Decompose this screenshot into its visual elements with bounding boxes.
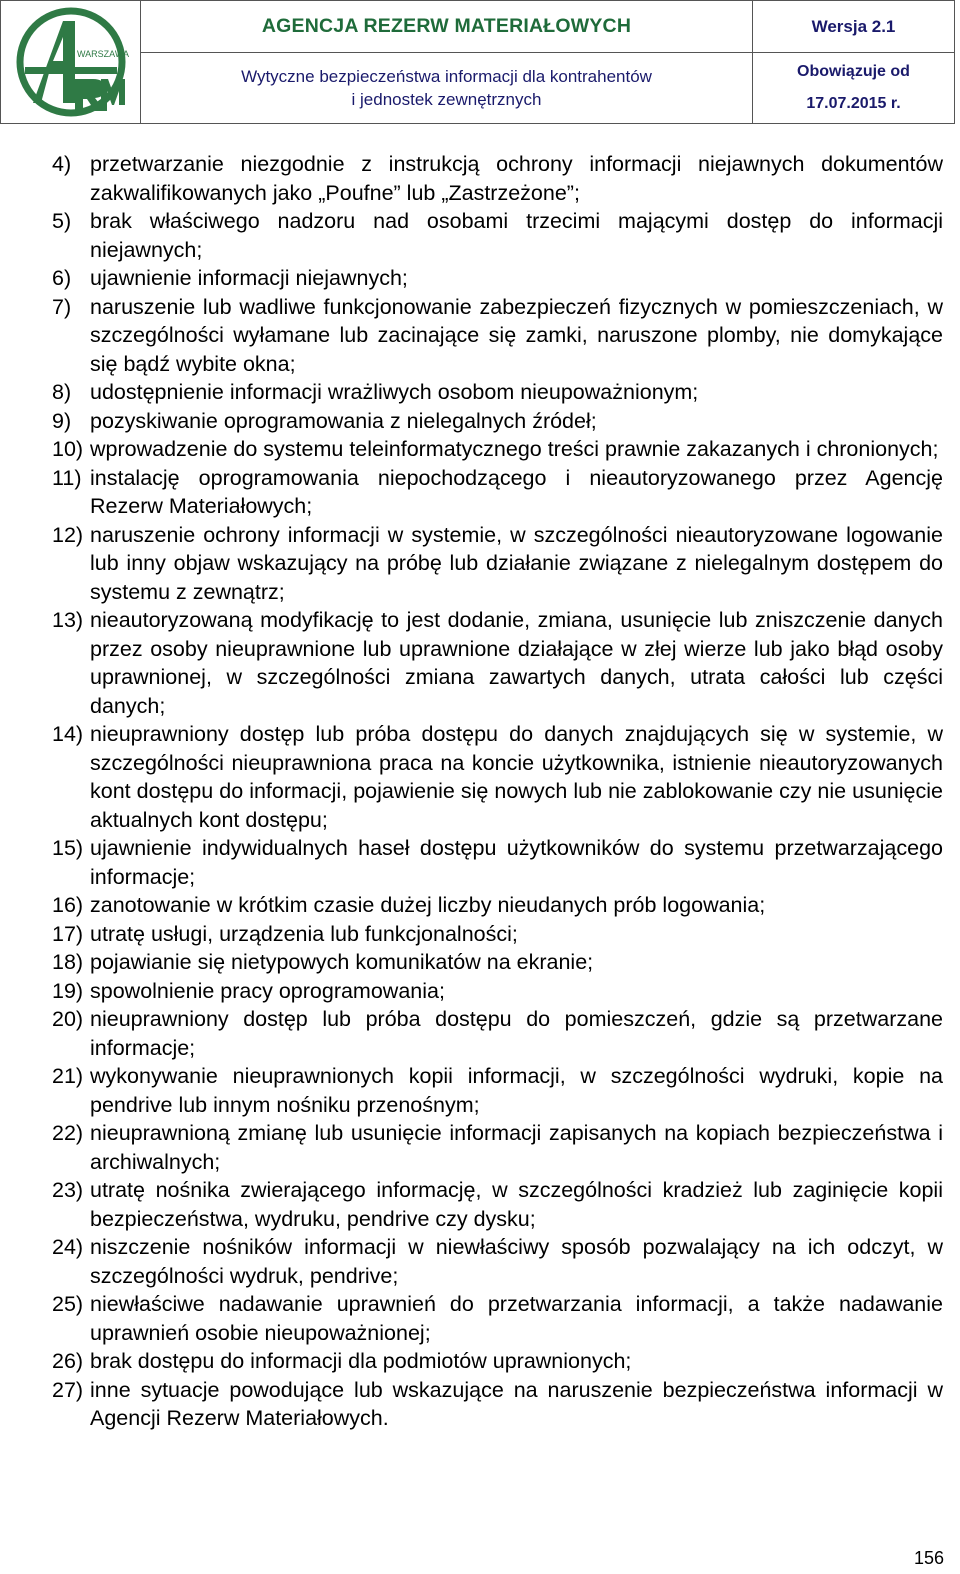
document-title-line1: Wytyczne bezpieczeństwa informacji dla kontrahentów [241, 67, 652, 86]
list-item [52, 293, 943, 379]
item-number: 12) [52, 522, 84, 547]
item-text: zanotowanie w krótkim czasie dużej liczby nieudanych prób logowania; [90, 893, 766, 917]
list-item [52, 378, 943, 407]
list-item [52, 920, 943, 949]
item-text: utratę usługi, urządzenia lub funkcjonalności; [90, 921, 518, 946]
item-text: utratę nośnika zwierającego informację, w szczególności kradzież lub zaginięcie kopii bezpieczeństwa, wydruku, pendrive czy dysku; [90, 1178, 943, 1231]
list-item [52, 1119, 943, 1176]
list-item [52, 435, 943, 464]
item-text: instalację oprogramowania niepochodzącego i nieautoryzowanego przez Agencję Rezerw Materiałowych; [90, 465, 943, 518]
item-text: nieuprawniony dostęp lub próba dostępu do danych znajdujących się w systemie, w szczególności nieuprawniona praca na koncie użytkownika, istnienie nieautoryzowanych kont dostępu do informacji, pojawienie się nowych lub nie zablokowanie czy nie usunięcie aktualnych kont dostępu; [90, 722, 943, 832]
item-number: 19) [52, 978, 84, 1003]
document-title-cell [141, 53, 753, 123]
item-number: 10) [52, 437, 84, 461]
item-text: wprowadzenie do systemu teleinformatycznego treści prawnie zakazanych i chronionych; [90, 437, 939, 461]
arm-logo [13, 7, 129, 117]
item-number: 13) [52, 608, 84, 632]
logo-city-text: WARSZAWA [77, 49, 129, 59]
item-number: 6) [52, 266, 72, 290]
item-number: 15) [52, 836, 84, 860]
page-number: 156 [913, 1548, 944, 1568]
item-text: spowolnienie pracy oprogramowania; [90, 978, 445, 1003]
version-label: Wersja 2.1 [811, 16, 896, 36]
item-text: naruszenie lub wadliwe funkcjonowanie zabezpieczeń fizycznych w pomieszczeniach, w szczególności wyłamane lub zacinające się zamki, naruszone plomby, nie domykające się bądź wybite okna; [90, 294, 943, 376]
item-number: 26) [52, 1349, 84, 1373]
item-number: 7) [52, 294, 72, 319]
item-number: 22) [52, 1121, 84, 1145]
list-item [52, 521, 943, 607]
item-number: 17) [52, 921, 84, 946]
item-number: 5) [52, 209, 72, 233]
item-text: ujawnienie indywidualnych haseł dostępu użytkowników do systemu przetwarzającego informacje; [90, 836, 943, 889]
logo-cell [1, 1, 141, 123]
item-text: udostępnienie informacji wrażliwych osobom nieupoważnionym; [90, 380, 699, 404]
organization-cell [141, 1, 753, 53]
item-text: wykonywanie nieuprawnionych kopii informacji, w szczególności wydruki, kopie na pendrive lub innym nośniku przenośnym; [90, 1064, 943, 1117]
list-item [52, 407, 943, 436]
list-item [52, 1290, 943, 1347]
item-text: brak dostępu do informacji dla podmiotów uprawnionych; [90, 1349, 632, 1373]
item-text: ujawnienie informacji niejawnych; [90, 266, 408, 290]
list-item [52, 720, 943, 834]
item-number: 24) [52, 1235, 84, 1259]
list-item [52, 150, 943, 207]
list-item [52, 1176, 943, 1233]
item-text: pozyskiwanie oprogramowania z nielegalnych źródeł; [90, 408, 597, 433]
item-number: 16) [52, 893, 84, 917]
document-title-line2: i jednostek zewnętrznych [351, 90, 542, 109]
item-text: pojawianie się nietypowych komunikatów na ekranie; [90, 950, 594, 974]
item-text: brak właściwego nadzoru nad osobami trzecimi mającymi dostęp do informacji niejawnych; [90, 209, 943, 262]
item-number: 4) [52, 152, 72, 176]
item-text: niewłaściwe nadawanie uprawnień do przetwarzania informacji, a także nadawanie uprawnień osobie nieupoważnionej; [90, 1292, 943, 1345]
organization-name: AGENCJA REZERW MATERIAŁOWYCH [261, 15, 632, 37]
item-number: 25) [52, 1292, 84, 1316]
item-number: 23) [52, 1178, 84, 1202]
list-item [52, 834, 943, 891]
item-text: przetwarzanie niezgodnie z instrukcją ochrony informacji niejawnych dokumentów zakwalifikowanych jako „Poufne” lub „Zastrzeżone”; [90, 152, 943, 205]
item-number: 8) [52, 380, 72, 404]
list-item [52, 1376, 943, 1433]
list-item [52, 264, 943, 293]
item-text: niszczenie nośników informacji w niewłaściwy sposób pozwalający na ich odczyt, w szczególności wydruk, pendrive; [90, 1235, 943, 1288]
list-item [52, 977, 943, 1006]
effective-label: Obowiązuje od [797, 63, 910, 80]
list-item [52, 464, 943, 521]
incident-list [52, 150, 943, 1433]
version-cell [753, 1, 954, 53]
list-item [52, 1233, 943, 1290]
item-number: 11) [52, 465, 82, 490]
effective-date-cell [753, 53, 954, 123]
item-number: 18) [52, 950, 84, 974]
item-number: 20) [52, 1007, 84, 1031]
item-number: 14) [52, 722, 84, 746]
list-item [52, 1062, 943, 1119]
item-text: inne sytuacje powodujące lub wskazujące na naruszenie bezpieczeństwa informacji w Agencji Rezerw Materiałowych. [90, 1377, 943, 1430]
list-item [52, 207, 943, 264]
item-text: naruszenie ochrony informacji w systemie, w szczególności nieautoryzowane logowanie lub inny objaw wskazujący na próbę lub działanie związane z nielegalnym dostępem do systemu z zewnątrz; [90, 522, 943, 604]
list-item [52, 948, 943, 977]
list-item [52, 1005, 943, 1062]
list-item [52, 1347, 943, 1376]
document-header [0, 0, 955, 124]
item-text: nieuprawnioną zmianę lub usunięcie informacji zapisanych na kopiach bezpieczeństwa i archiwalnych; [90, 1121, 943, 1174]
item-text: nieuprawniony dostęp lub próba dostępu do pomieszczeń, gdzie są przetwarzane informacje; [90, 1007, 943, 1060]
list-item [52, 606, 943, 720]
item-number: 9) [52, 408, 72, 433]
list-item [52, 891, 943, 920]
item-number: 27) [52, 1377, 84, 1402]
item-number: 21) [52, 1064, 84, 1088]
effective-date: 17.07.2015 r. [806, 95, 901, 112]
item-text: nieautoryzowaną modyfikację to jest dodanie, zmiana, usunięcie lub zniszczenie danych przez osoby nieuprawnione lub uprawnione działające w złej wierze lub jako błąd osoby uprawnionej, w szczególności zmiana zawartych danych, utrata całości lub części danych; [90, 608, 943, 718]
